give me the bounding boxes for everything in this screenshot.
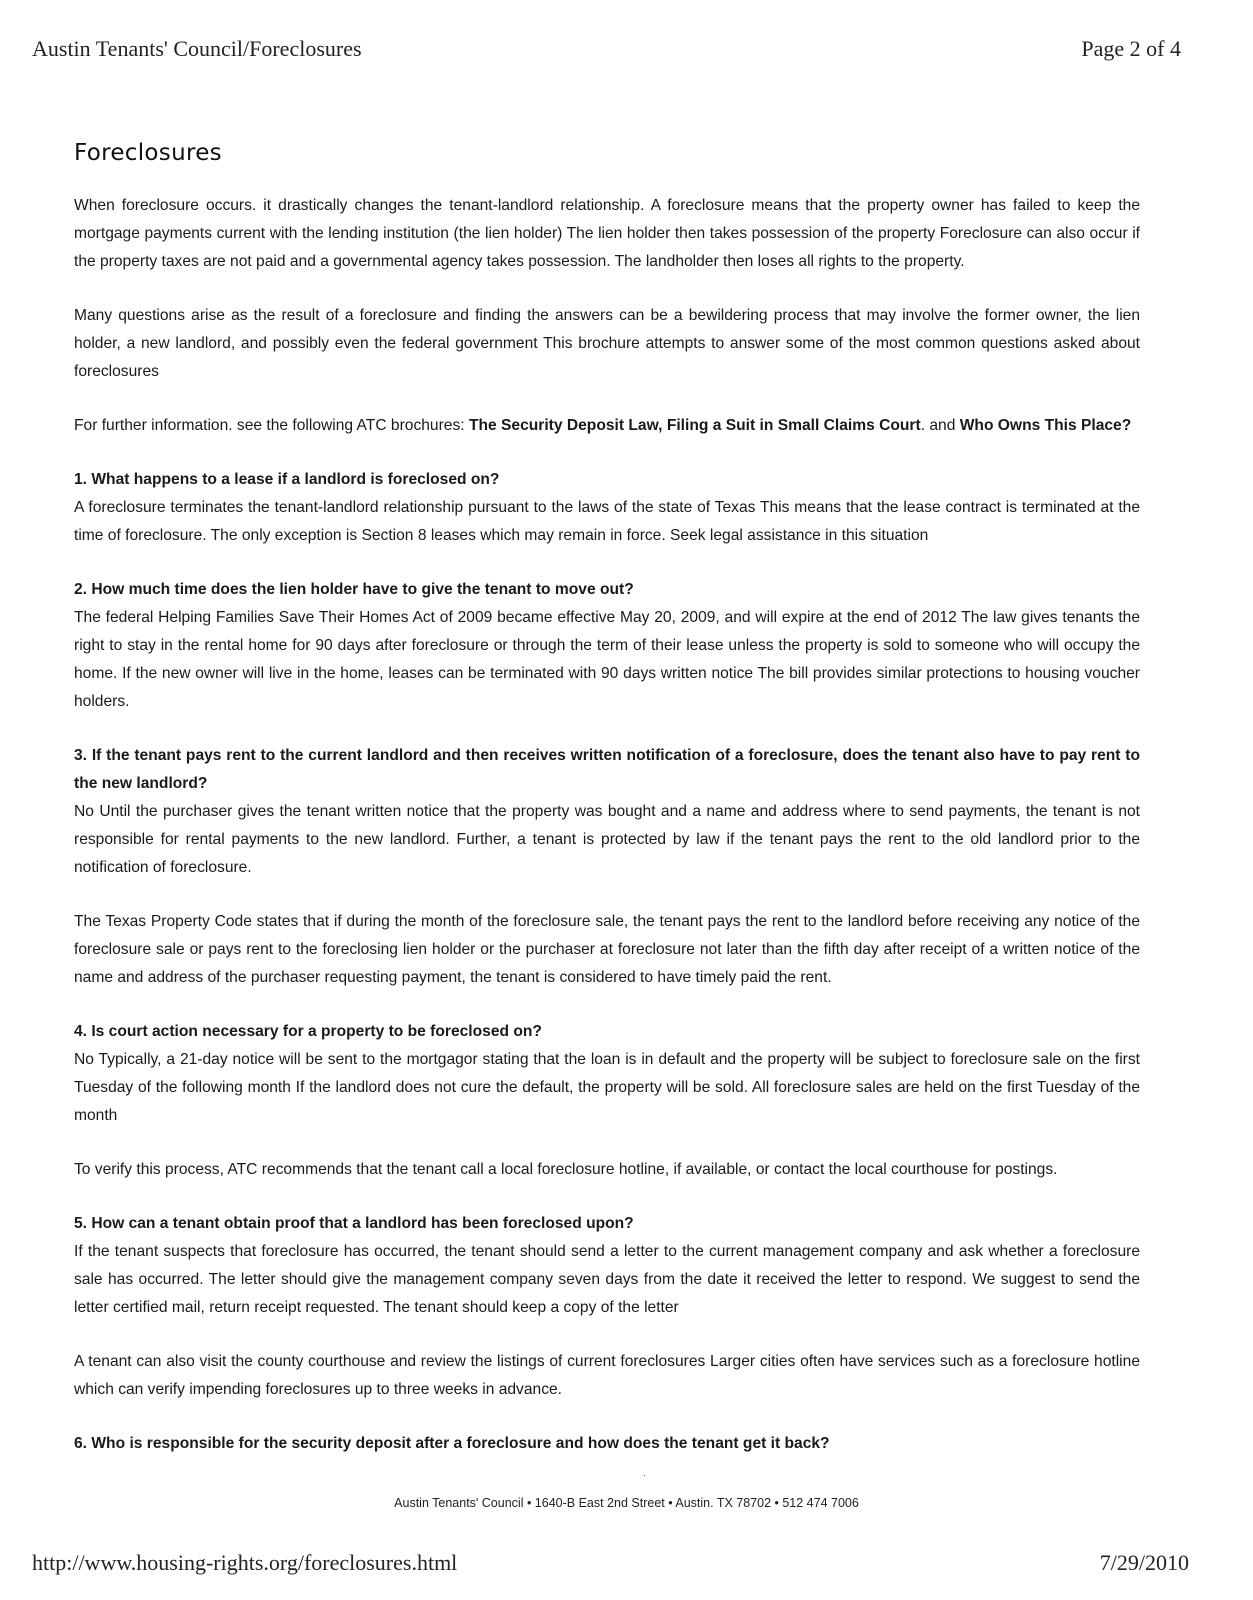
answer-paragraph: A tenant can also visit the county courthouse and review the listings of current foreclosures Larger cities often have services such as a foreclosure hotline which can verify impending foreclosures up to three weeks in advance.	[74, 1353, 1140, 1398]
qa-item	[74, 1210, 1140, 1322]
brochure-title: The Security Deposit Law	[468, 417, 659, 434]
answer-text: No Until the purchaser gives the tenant written notice that the property was bought and a name and address where to send payments, the tenant is not responsible for rental payments to the new landlord. Further, a tenant is protected by law if the tenant pays the rent to the old landlord prior to the notification of foreclosure.	[74, 803, 1140, 876]
answer-paragraph: The Texas Property Code states that if during the month of the foreclosure sale, the tenant pays the rent to the landlord before receiving any notice of the foreclosure sale or pays rent to the foreclosing lien holder or the purchaser at foreclosure not later than the fifth day after receipt of a written notice of the name and address of the purchaser requesting payment, the tenant is considered to have timely paid the rent.	[74, 913, 1140, 986]
question-heading: 4. Is court action necessary for a property to be foreclosed on?	[74, 1023, 542, 1040]
separator: ,	[658, 417, 667, 434]
qa-item	[74, 1430, 1140, 1458]
qa-item	[74, 576, 1140, 716]
question-heading: 1. What happens to a lease if a landlord is foreclosed on?	[74, 471, 500, 488]
intro-paragraph: Many questions arise as the result of a foreclosure and finding the answers can be a bewildering process that may involve the former owner, the lien holder, a new landlord, and possibly even the federal government This brochure attempts to answer some of the most common questions asked about foreclosures	[74, 307, 1140, 380]
answer-text: If the tenant suspects that foreclosure has occurred, the tenant should send a letter to the current management company and ask whether a foreclosure sale has occurred. The letter should give the management company seven days from the date it received the letter to respond. We suggest to send the letter certified mail, return receipt requested. The tenant should keep a copy of the letter	[74, 1243, 1140, 1316]
question-heading: 3. If the tenant pays rent to the current landlord and then receives written notification of a foreclosure, does the tenant also have to pay rent to the new landlord?	[74, 747, 1140, 792]
page-title: Foreclosures	[74, 140, 222, 166]
brochure-title: Who Owns This Place?	[959, 417, 1132, 434]
qa-item	[74, 466, 1140, 550]
question-heading: 5. How can a tenant obtain proof that a landlord has been foreclosed upon?	[74, 1215, 634, 1232]
source-url: http://www.housing-rights.org/foreclosures.html	[32, 1550, 458, 1575]
answer-text: No Typically, a 21-day notice will be sent to the mortgagor stating that the loan is in default and the property will be subject to foreclosure sale on the first Tuesday of the following month If the landlord does not cure the default, the property will be sold. All foreclosure sales are held on the first Tuesday of the month	[74, 1051, 1140, 1124]
footer-address: Austin Tenants' Council • 1640-B East 2nd Street • Austin. TX 78702 • 512 474 7006	[394, 1496, 859, 1510]
answer-text: The federal Helping Families Save Their Homes Act of 2009 became effective May 20, 2009, and will expire at the end of 2012 The law gives tenants the right to stay in the rental home for 90 days after foreclosure or through the term of their lease unless the property is sold to someone who will occupy the home. If the new owner will live in the home, leases can be terminated with 90 days written notice The bill provides similar protections to housing voucher holders.	[74, 609, 1140, 710]
answer-text: A foreclosure terminates the tenant-landlord relationship pursuant to the laws of the state of Texas This means that the lease contract is terminated at the time of foreclosure. The only exception is Section 8 leases which may remain in force. Seek legal assistance in this situation	[74, 499, 1140, 544]
document-body	[74, 140, 1140, 1458]
qa-item	[74, 742, 1140, 882]
footer-mark: ·	[643, 1470, 647, 1481]
print-header-title: Austin Tenants' Council/Foreclosures	[32, 36, 362, 61]
question-heading: 2. How much time does the lien holder have to give the tenant to move out?	[74, 581, 634, 598]
intro-paragraph: When foreclosure occurs. it drastically changes the tenant-landlord relationship. A foreclosure means that the property owner has failed to keep the mortgage payments current with the lending institution (the lien holder) The lien holder then takes possession of the property Foreclosure can also occur if the property taxes are not paid and a governmental agency takes possession. The landholder then loses all rights to the property.	[74, 197, 1140, 270]
separator: . and	[920, 417, 960, 434]
question-heading: 6. Who is responsible for the security deposit after a foreclosure and how does the tenant get it back?	[74, 1435, 830, 1452]
further-info-prefix: For further information. see the following ATC brochures:	[74, 417, 469, 434]
brochure-title: Filing a Suit in Small Claims Court	[666, 417, 921, 434]
answer-paragraph: To verify this process, ATC recommends that the tenant call a local foreclosure hotline, if available, or contact the local courthouse for postings.	[74, 1161, 1058, 1178]
page-number: Page 2 of 4	[1081, 36, 1181, 61]
print-date: 7/29/2010	[1099, 1550, 1189, 1575]
qa-item	[74, 1018, 1140, 1130]
further-info-paragraph	[74, 412, 1140, 440]
